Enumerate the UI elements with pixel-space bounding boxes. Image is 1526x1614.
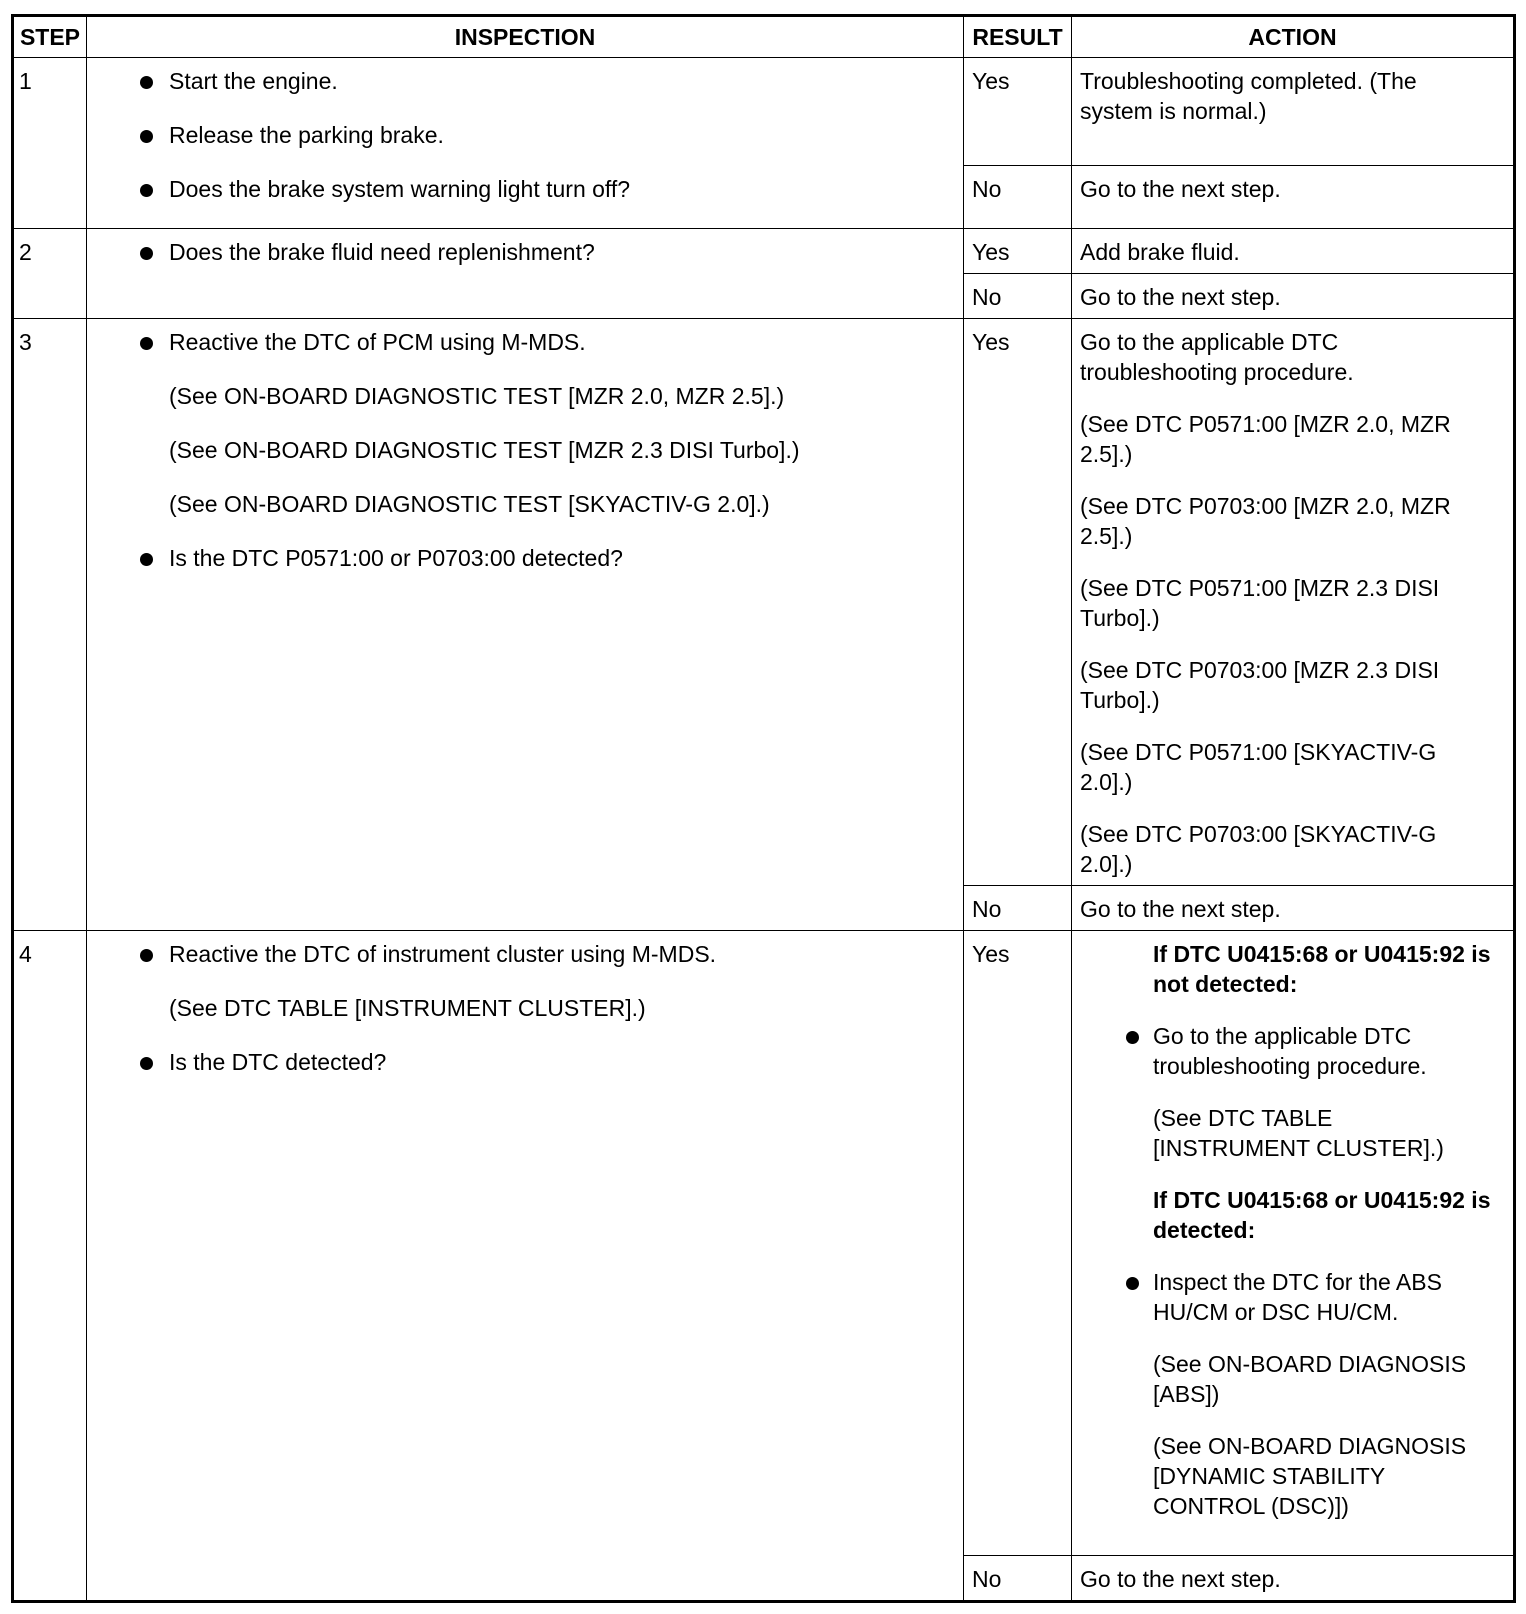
inspection-cell <box>87 58 964 229</box>
table-row <box>14 229 1514 274</box>
action-text: Go to the next step. <box>1080 176 1281 203</box>
action-text: Go to the applicable DTC troubleshooting procedure. <box>1080 329 1354 385</box>
inspection-bullet: Is the DTC P0571:00 or P0703:00 detected? <box>87 543 963 573</box>
result-cell: No <box>964 166 1072 229</box>
result-cell: No <box>964 886 1072 931</box>
header-result: RESULT <box>964 17 1072 58</box>
inspection-note: (See DTC TABLE [INSTRUMENT CLUSTER].) <box>169 995 646 1021</box>
step-number: 4 <box>14 931 87 1601</box>
inspection-note: (See ON-BOARD DIAGNOSTIC TEST [SKYACTIV-G 2.0].) <box>169 491 770 517</box>
action-text: Go to the next step. <box>1080 284 1281 310</box>
action-heading: If DTC U0415:68 or U0415:92 is not detected: <box>1153 941 1491 997</box>
step-number: 2 <box>14 229 87 319</box>
result-cell: Yes <box>964 931 1072 1556</box>
action-cell <box>1072 229 1514 274</box>
action-text: (See DTC P0571:00 [MZR 2.0, MZR 2.5].) <box>1080 411 1451 467</box>
action-cell <box>1072 166 1514 229</box>
table-row <box>14 58 1514 166</box>
action-note: (See DTC TABLE [INSTRUMENT CLUSTER].) <box>1153 1105 1444 1161</box>
action-text: (See DTC P0703:00 [MZR 2.3 DISI Turbo].) <box>1080 657 1440 713</box>
table-row <box>14 319 1514 886</box>
action-heading: If DTC U0415:68 or U0415:92 is detected: <box>1153 1187 1491 1243</box>
inspection-bullet: Reactive the DTC of PCM using M-MDS. <box>87 327 963 357</box>
inspection-bullet: Is the DTC detected? <box>87 1047 963 1077</box>
action-text: (See DTC P0571:00 [MZR 2.3 DISI Turbo].) <box>1080 575 1440 631</box>
header-action: ACTION <box>1072 17 1514 58</box>
action-text: Go to the next step. <box>1080 896 1281 922</box>
action-text: (See DTC P0703:00 [SKYACTIV-G 2.0].) <box>1080 821 1437 877</box>
action-note: (See ON-BOARD DIAGNOSIS [ABS]) <box>1153 1351 1467 1407</box>
action-cell <box>1072 58 1514 166</box>
action-text: Add brake fluid. <box>1080 239 1240 265</box>
inspection-bullet: Reactive the DTC of instrument cluster using M-MDS. <box>87 939 963 969</box>
action-bullet: Inspect the DTC for the ABS HU/CM or DSC HU/CM. <box>1080 1267 1493 1327</box>
inspection-bullet: Does the brake system warning light turn off? <box>87 174 963 204</box>
action-cell <box>1072 931 1514 1556</box>
inspection-cell <box>87 931 964 1601</box>
inspection-note: (See ON-BOARD DIAGNOSTIC TEST [MZR 2.3 DISI Turbo].) <box>169 437 800 463</box>
result-cell: Yes <box>964 58 1072 166</box>
inspection-note: (See ON-BOARD DIAGNOSTIC TEST [MZR 2.0, MZR 2.5].) <box>169 383 785 409</box>
step-number: 1 <box>14 58 87 229</box>
action-cell <box>1072 319 1514 886</box>
action-note: (See ON-BOARD DIAGNOSIS [DYNAMIC STABILITY CONTROL (DSC)]) <box>1153 1433 1467 1519</box>
header-row <box>14 17 1514 58</box>
diagnostic-table <box>13 16 1514 1601</box>
inspection-cell <box>87 319 964 931</box>
step-number: 3 <box>14 319 87 931</box>
action-text: (See DTC P0703:00 [MZR 2.0, MZR 2.5].) <box>1080 493 1451 549</box>
header-inspection: INSPECTION <box>87 17 964 58</box>
result-cell: Yes <box>964 319 1072 886</box>
inspection-bullet: Start the engine. <box>87 66 963 96</box>
result-cell: No <box>964 274 1072 319</box>
action-text: Troubleshooting completed. (The system is normal.) <box>1080 68 1417 124</box>
inspection-bullet: Does the brake fluid need replenishment? <box>87 237 963 267</box>
inspection-bullet: Release the parking brake. <box>87 120 963 150</box>
action-cell <box>1072 1556 1514 1601</box>
action-bullet: Go to the applicable DTC troubleshooting procedure. <box>1080 1021 1493 1081</box>
table-body <box>14 58 1514 1601</box>
header-step: STEP <box>14 17 87 58</box>
result-cell: Yes <box>964 229 1072 274</box>
table-row <box>14 931 1514 1556</box>
inspection-cell <box>87 229 964 319</box>
result-cell: No <box>964 1556 1072 1601</box>
action-cell <box>1072 274 1514 319</box>
action-cell <box>1072 886 1514 931</box>
action-text: (See DTC P0571:00 [SKYACTIV-G 2.0].) <box>1080 739 1437 795</box>
action-text: Go to the next step. <box>1080 1566 1281 1592</box>
